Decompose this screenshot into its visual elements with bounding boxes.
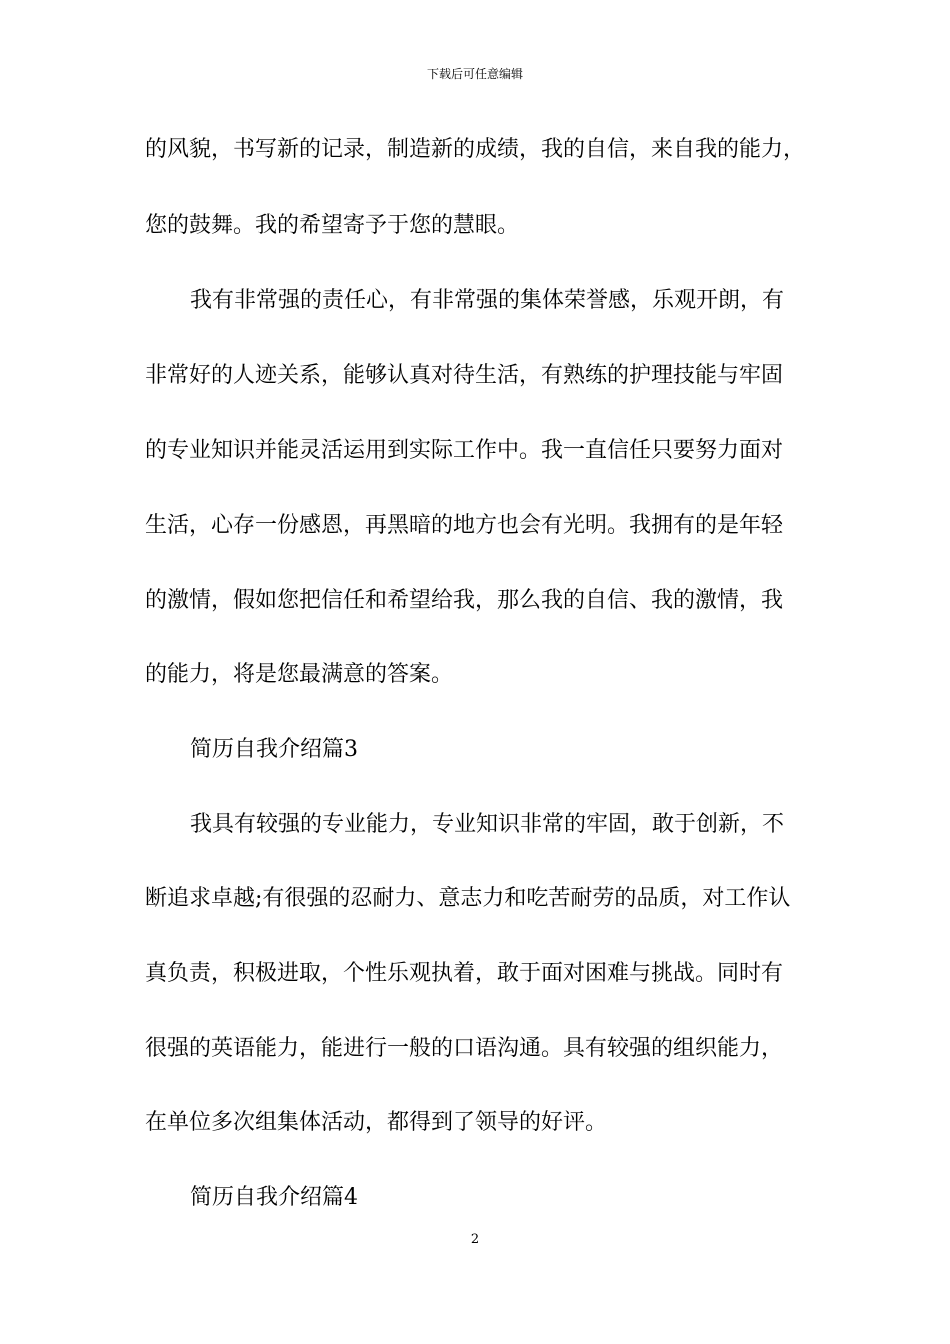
body-line: 我具有较强的专业能力，专业知识非常的牢固，敢于创新，不 <box>190 812 785 837</box>
body-line: 您的鼓舞。我的希望寄予于您的慧眼。 <box>145 213 520 238</box>
body-line: 非常好的人迹关系，能够认真对待生活，有熟练的护理技能与牢固 <box>145 363 784 388</box>
page-header: 下载后可任意编辑 <box>426 67 523 81</box>
body-line: 的激情，假如您把信任和希望给我，那么我的自信、我的激情，我 <box>145 588 784 613</box>
body-line: 的专业知识并能灵活运用到实际工作中。我一直信任只要努力面对 <box>145 438 784 463</box>
body-line: 在单位多次组集体活动，都得到了领导的好评。 <box>145 1110 608 1135</box>
page-number: 2 <box>470 1232 480 1247</box>
body-line: 的风貌，书写新的记录，制造新的成绩，我的自信，来自我的能力， <box>145 137 806 162</box>
body-line: 断追求卓越;有很强的忍耐力、意志力和吃苦耐劳的品质，对工作认 <box>145 886 791 911</box>
body-line: 很强的英语能力，能进行一般的口语沟通。具有较强的组织能力， <box>145 1036 784 1061</box>
section-heading: 简历自我介绍篇4 <box>190 1185 358 1210</box>
body-line: 的能力，将是您最满意的答案。 <box>145 662 454 687</box>
body-line: 我有非常强的责任心，有非常强的集体荣誉感，乐观开朗，有 <box>190 288 785 313</box>
body-line: 生活，心存一份感恩，再黑暗的地方也会有光明。我拥有的是年轻 <box>145 513 784 538</box>
body-line: 真负责，积极进取，个性乐观执着，敢于面对困难与挑战。同时有 <box>145 961 784 986</box>
section-heading: 简历自我介绍篇3 <box>190 737 358 762</box>
